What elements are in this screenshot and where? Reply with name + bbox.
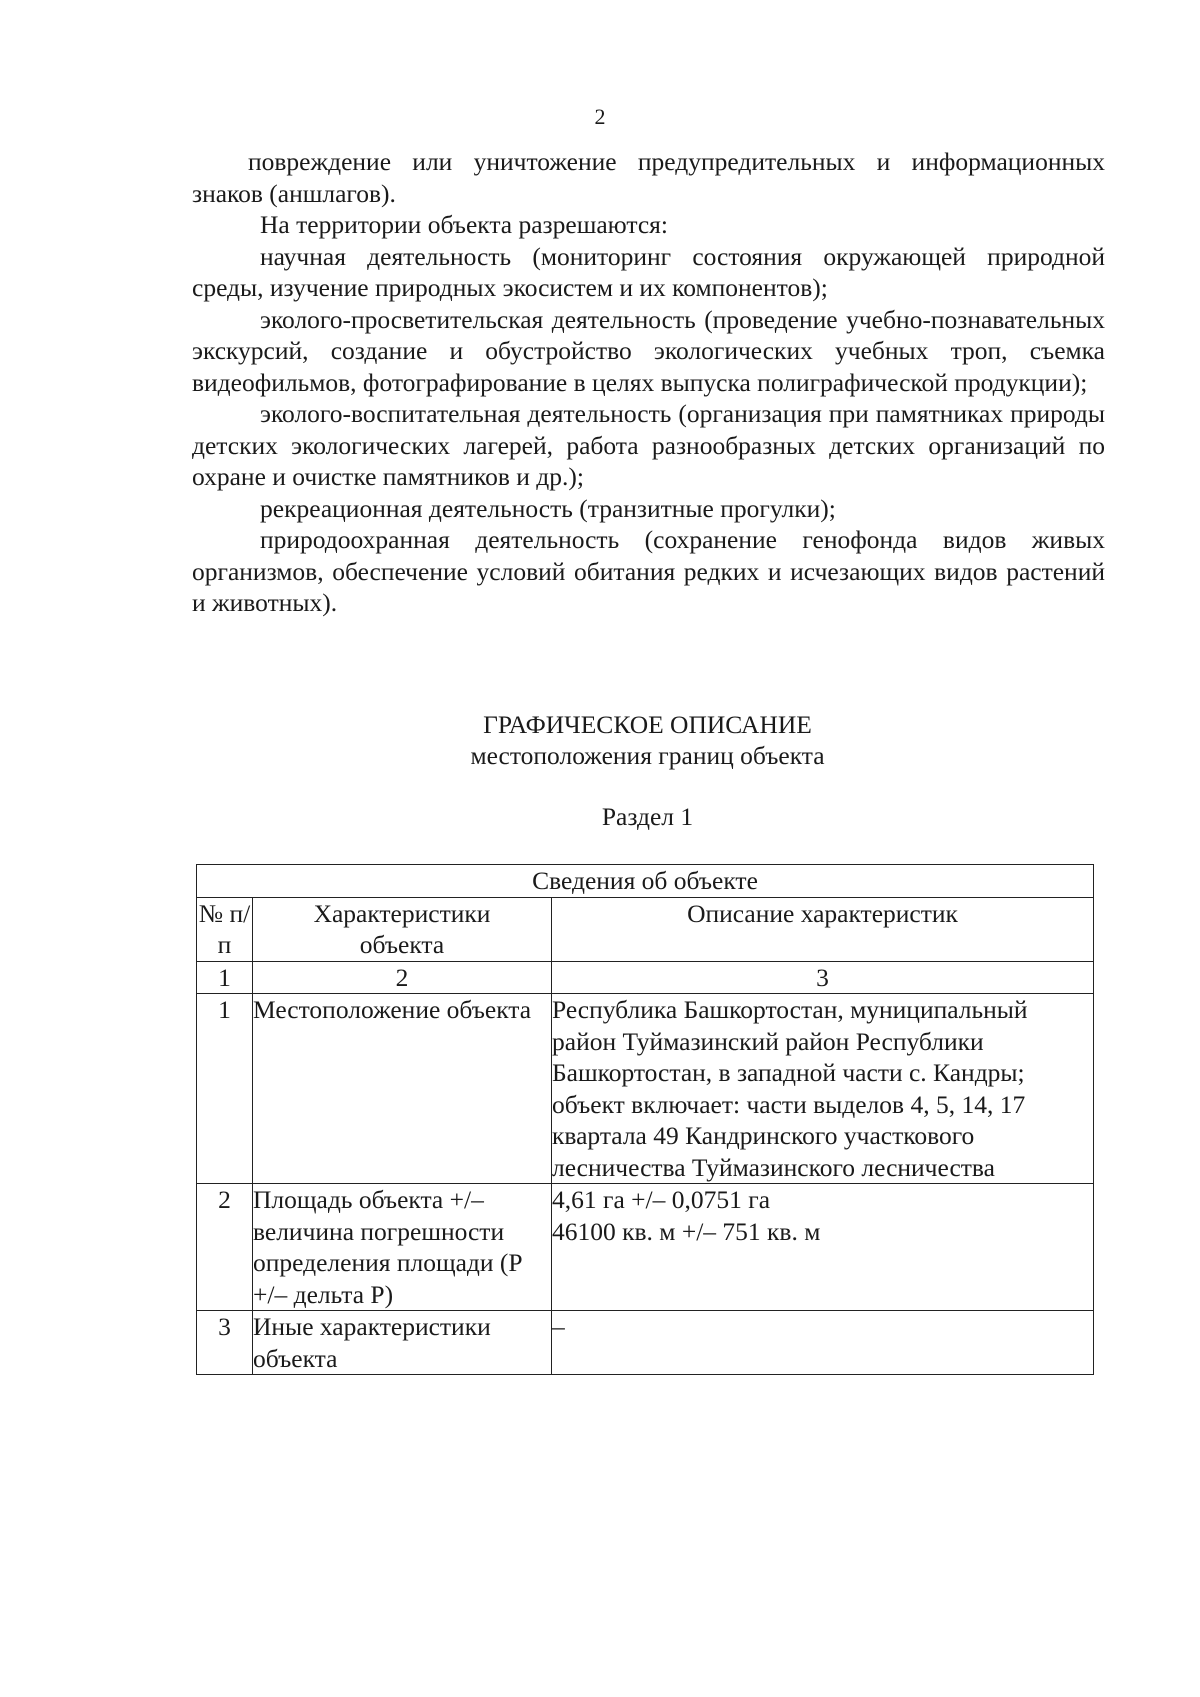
section-subtitle: местоположения границ объекта [470, 741, 825, 770]
row-number: 2 [197, 1184, 253, 1311]
table-row [197, 994, 1094, 1184]
object-info-table [196, 864, 1094, 1375]
paragraph: На территории объекта разрешаются: [260, 210, 668, 239]
row-value: – [552, 1311, 1094, 1375]
table-caption: Сведения об объекте [197, 865, 1094, 898]
row-name: Иные характеристики объекта [253, 1311, 552, 1375]
paragraph: природоохранная деятельность (сохранение генофонда видов живых организмов, обеспечение условий обитания редких и исчезающих видов растений и животных). [192, 525, 1105, 617]
column-number-row [197, 961, 1094, 994]
header-characteristics: Характеристики объекта [253, 897, 552, 961]
paragraph: эколого-воспитательная деятельность (организация при памятниках природы детских экологических лагерей, работа разнообразных детских организаций по охране и очистке памятников и др.); [192, 399, 1105, 491]
section-title: ГРАФИЧЕСКОЕ ОПИСАНИЕ [483, 710, 812, 739]
column-number: 2 [253, 961, 552, 994]
section-part: Раздел 1 [601, 802, 694, 831]
paragraph: эколого-просветительская деятельность (проведение учебно-познавательных экскурсий, создание и обустройство экологических учебных троп, съемка видеофильмов, фотографирование в целях выпуска полиграфической продукции); [192, 304, 1105, 397]
table-row [197, 1311, 1094, 1375]
header-description: Описание характеристик [552, 897, 1094, 961]
table-row [197, 1184, 1094, 1311]
paragraph: повреждение или уничтожение предупредительных и информационных знаков (аншлагов). [192, 147, 1105, 208]
page-number: 2 [594, 104, 606, 129]
row-number: 1 [197, 994, 253, 1184]
row-name: Местоположение объекта [253, 994, 552, 1184]
column-number: 3 [552, 961, 1094, 994]
row-name: Площадь объекта +/– величина погрешности определения площади (Р +/– дельта Р) [253, 1184, 552, 1311]
body-text [192, 146, 1105, 619]
table-caption-row [197, 865, 1094, 898]
column-number: 1 [197, 961, 253, 994]
paragraph: рекреационная деятельность (транзитные прогулки); [260, 493, 836, 523]
table-header-row [197, 897, 1094, 961]
row-value: Республика Башкортостан, муниципальный район Туймазинский район Республики Башкортостан, в западной части с. Кандры; объект включает: части выделов 4, 5, 14, 17 квартала 49 Кандринского участкового лесничества Туймазинского лесничества [552, 994, 1094, 1184]
paragraph: научная деятельность (мониторинг состояния окружающей природной среды, изучение природных экосистем и их компонентов); [192, 241, 1105, 302]
row-value: 4,61 га +/– 0,0751 га 46100 кв. м +/– 751 кв. м [552, 1184, 1094, 1311]
row-number: 3 [197, 1311, 253, 1375]
header-number: № п/п [197, 897, 253, 961]
